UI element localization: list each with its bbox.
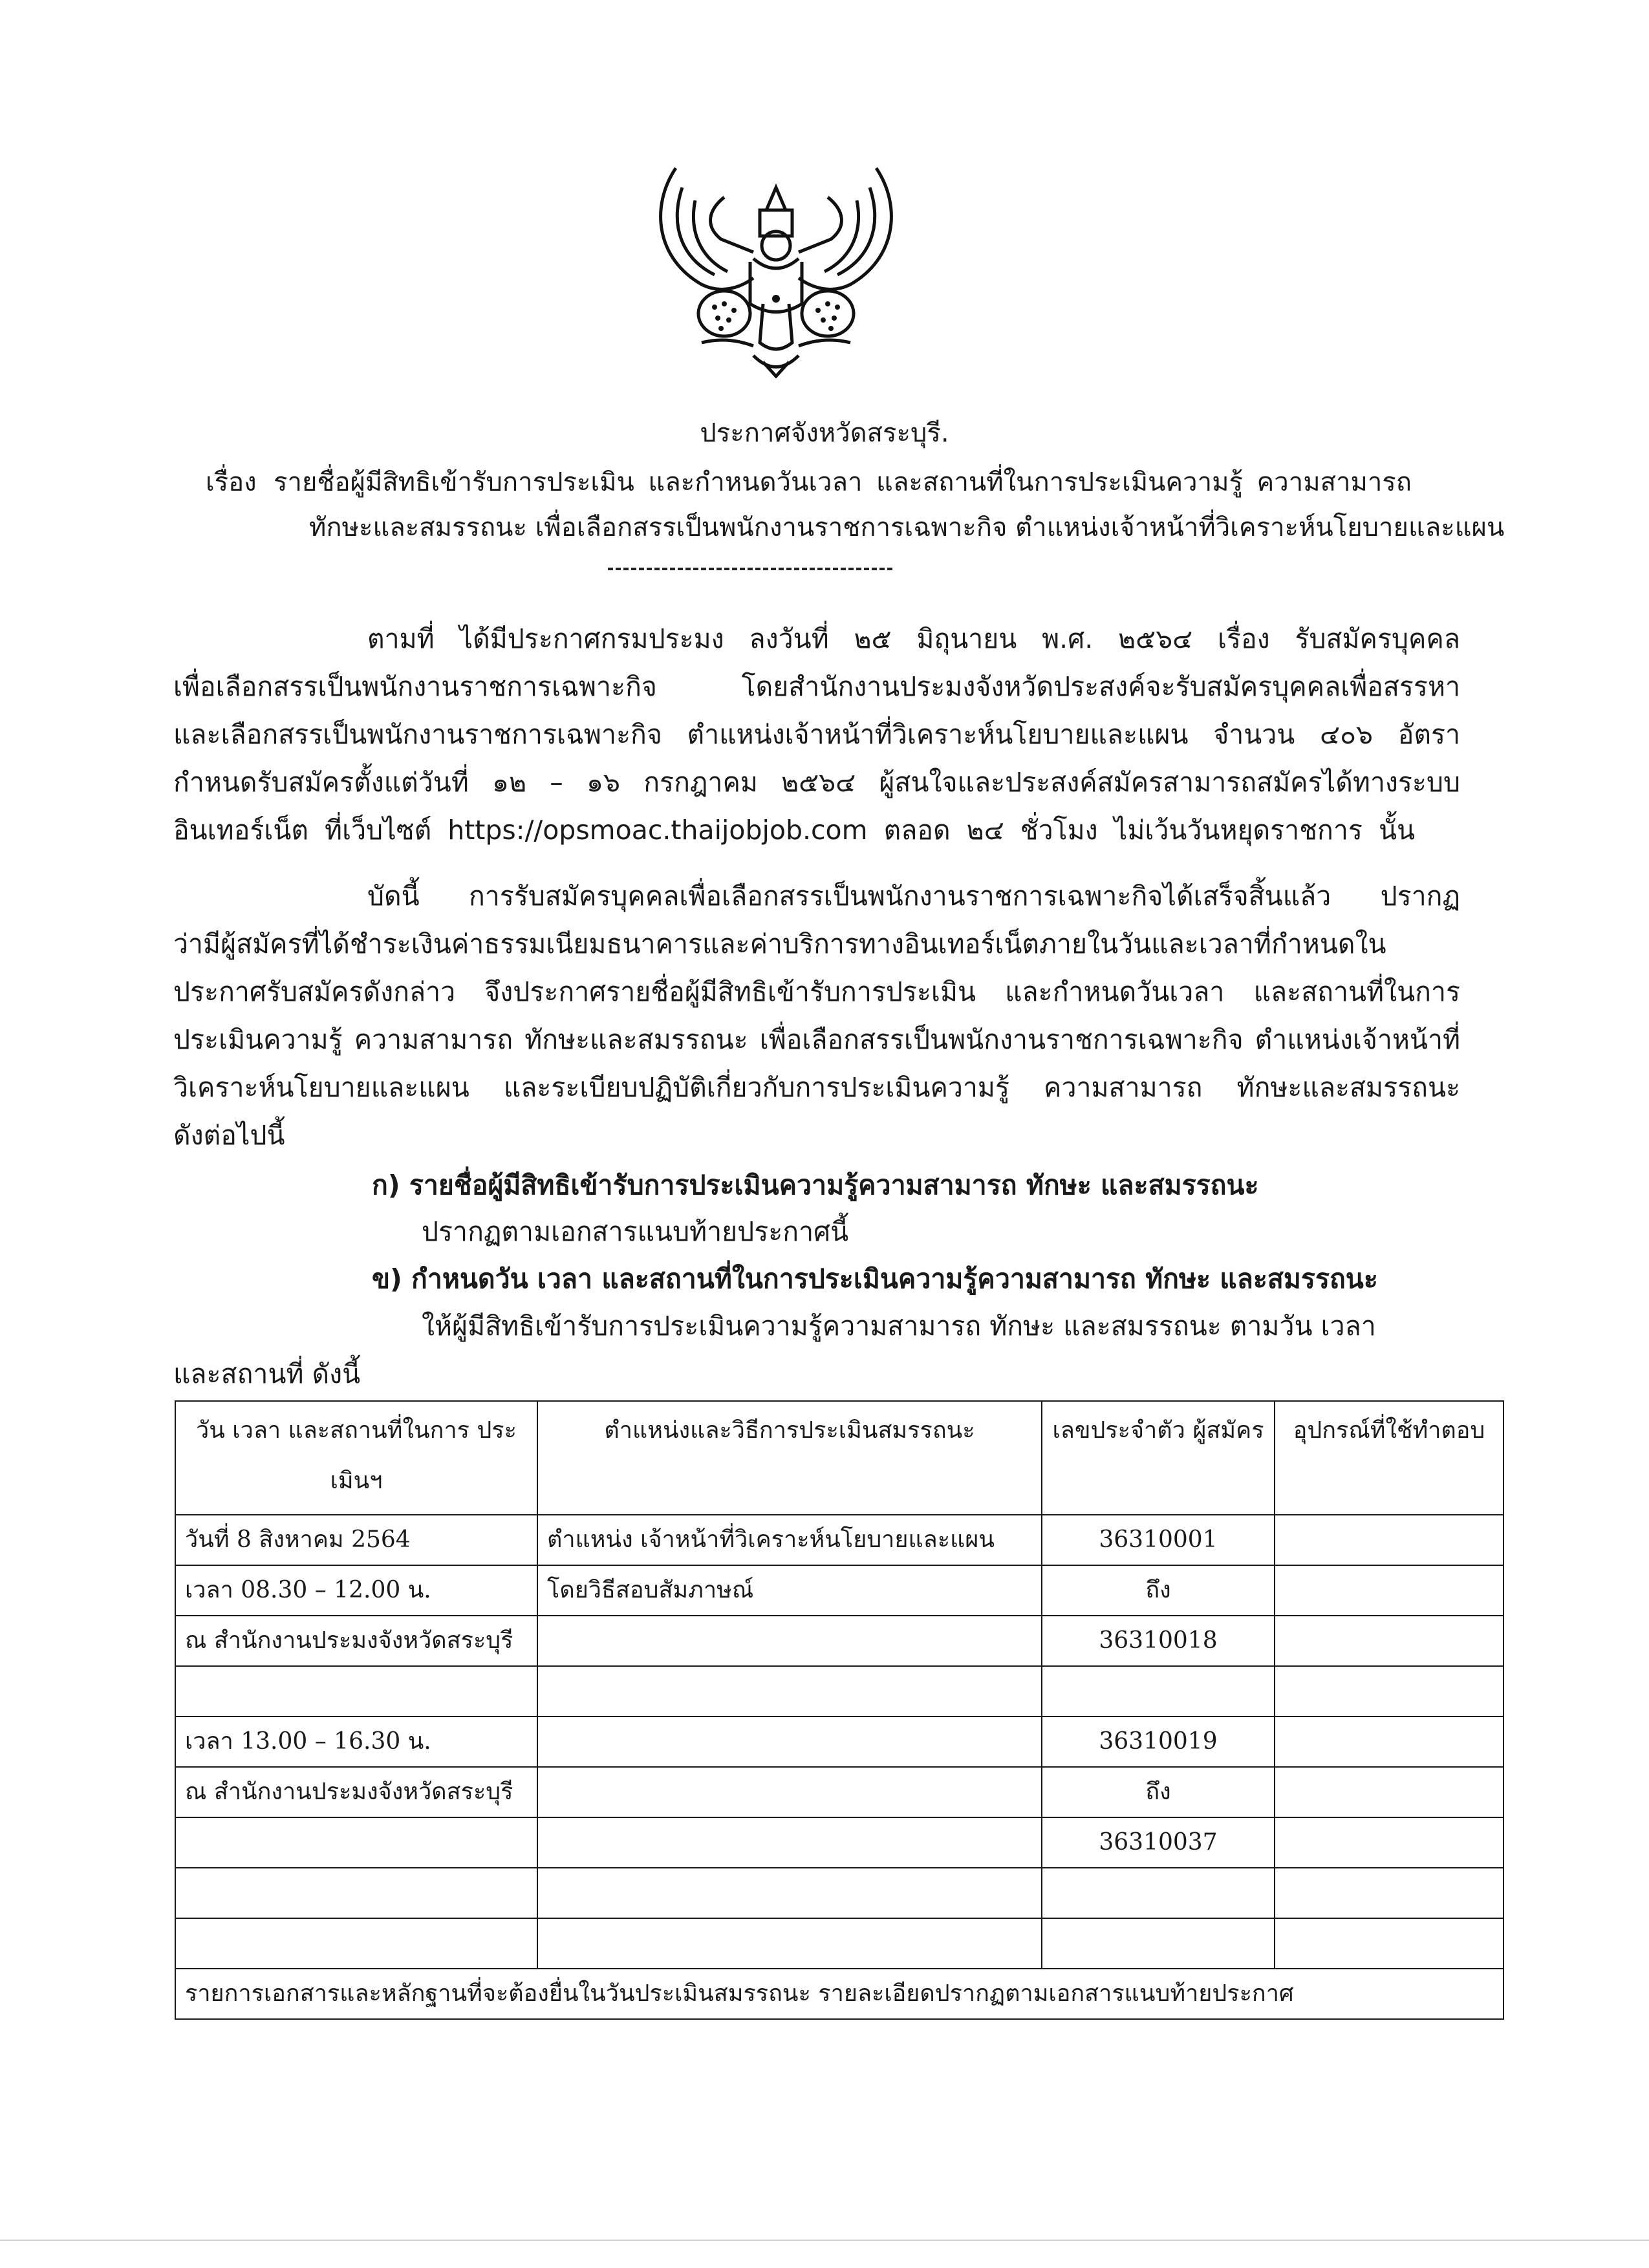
cell-position: โดยวิธีสอบสัมภาษณ์: [537, 1565, 1042, 1616]
cell-equipment: [1275, 1515, 1503, 1565]
header-position-method: ตำแหน่งและวิธีการประเมินสมรรถนะ: [537, 1401, 1042, 1515]
cell-date: [175, 1666, 537, 1717]
table-footer-row: [175, 1969, 1503, 2019]
cell-date: ณ สำนักงานประมงจังหวัดสระบุรี: [175, 1616, 537, 1666]
cell-position: [537, 1767, 1042, 1817]
subject-line-1: รายชื่อผู้มีสิทธิเข้ารับการประเมิน และกำหนดวันเวลา และสถานที่ในการประเมินความรู้ ความสามารถ: [274, 467, 1412, 497]
cell-position: [537, 1616, 1042, 1666]
header-equipment: อุปกรณ์ที่ใช้ทำตอบ: [1275, 1401, 1503, 1515]
paragraph-1-line: กำหนดรับสมัครตั้งแต่วันที่ ๑๒ – ๑๖ กรกฎาคม ๒๕๖๔ ผู้สนใจและประสงค์สมัครสามารถสมัครได้ทางระบบ: [173, 767, 1460, 798]
table-header-row: [175, 1401, 1503, 1515]
cell-applicant-id: ถึง: [1042, 1767, 1275, 1817]
item-b-body-line-1: ให้ผู้มีสิทธิเข้ารับการประเมินความรู้ความสามารถ ทักษะ และสมรรถนะ ตามวัน เวลา: [422, 1311, 1376, 1342]
cell-position: [537, 1918, 1042, 1969]
table-row: [175, 1918, 1503, 1969]
schedule-table: [175, 1400, 1504, 2020]
paragraph-2-line: ประเมินความรู้ ความสามารถ ทักษะและสมรรถนะ เพื่อเลือกสรรเป็นพนักงานราชการเฉพาะกิจ ตำแหน่งเจ้าหน้าที่: [173, 1024, 1460, 1055]
paragraph-2-line: บัดนี้ การรับสมัครบุคคลเพื่อเลือกสรรเป็นพนักงานราชการเฉพาะกิจได้เสร็จสิ้นแล้ว ปรากฏ: [367, 881, 1460, 912]
title-separator: [608, 568, 892, 570]
table-row: [175, 1868, 1503, 1918]
cell-applicant-id: 36310037: [1042, 1817, 1275, 1868]
paragraph-1-line: และเลือกสรรเป็นพนักงานราชการเฉพาะกิจ ตำแหน่งเจ้าหน้าที่วิเคราะห์นโยบายและแผน จำนวน ๔๐๖ อัตรา: [173, 719, 1460, 750]
paragraph-1-line: อินเทอร์เน็ต ที่เว็บไซต์ https://opsmoac.thaijobjob.com ตลอด ๒๔ ชั่วโมง ไม่เว้นวันหยุดราชการ นั้น: [173, 815, 1415, 846]
cell-equipment: [1275, 1717, 1503, 1767]
subject-label: เรื่อง: [206, 467, 257, 497]
paragraph-2-line: ประกาศรับสมัครดังกล่าว จึงประกาศรายชื่อผู้มีสิทธิเข้ารับการประเมิน และกำหนดวันเวลา และสถานที่ในการ: [173, 976, 1460, 1007]
table-row: [175, 1817, 1503, 1868]
paragraph-1-line: เพื่อเลือกสรรเป็นพนักงานราชการเฉพาะกิจ โดยสำนักงานประมงจังหวัดประสงค์จะรับสมัครบุคคลเพื่อสรรหา: [173, 671, 1460, 702]
garuda-emblem-icon: [643, 149, 909, 378]
paragraph-2-line: ว่ามีผู้สมัครที่ได้ชำระเงินค่าธรรมเนียมธนาคารและค่าบริการทางอินเทอร์เน็ตภายในวันและเวลาที่กำหนดใน: [173, 928, 1386, 959]
table-row: [175, 1565, 1503, 1616]
cell-date: [175, 1918, 537, 1969]
cell-position: [537, 1666, 1042, 1717]
table-row: [175, 1515, 1503, 1565]
item-a-heading: ก) รายชื่อผู้มีสิทธิเข้ารับการประเมินความรู้ความสามารถ ทักษะ และสมรรถนะ: [372, 1170, 1259, 1201]
cell-equipment: [1275, 1918, 1503, 1969]
item-b-body-line-2: และสถานที่ ดังนี้: [173, 1358, 361, 1389]
cell-date: ณ สำนักงานประมงจังหวัดสระบุรี: [175, 1767, 537, 1817]
cell-applicant-id: 36310001: [1042, 1515, 1275, 1565]
paragraph-2-line: ดังต่อไปนี้: [173, 1120, 285, 1151]
cell-date: เวลา 08.30 – 12.00 น.: [175, 1565, 537, 1616]
table-row: [175, 1666, 1503, 1717]
cell-position: ตำแหน่ง เจ้าหน้าที่วิเคราะห์นโยบายและแผน: [537, 1515, 1042, 1565]
cell-equipment: [1275, 1616, 1503, 1666]
cell-date: เวลา 13.00 – 16.30 น.: [175, 1717, 537, 1767]
subject-line-2: ทักษะและสมรรถนะ เพื่อเลือกสรรเป็นพนักงานราชการเฉพาะกิจ ตำแหน่งเจ้าหน้าที่วิเคราะห์นโยบายและแผน: [309, 513, 1505, 542]
cell-date: [175, 1817, 537, 1868]
cell-equipment: [1275, 1868, 1503, 1918]
cell-applicant-id: [1042, 1868, 1275, 1918]
cell-position: [537, 1817, 1042, 1868]
cell-applicant-id: 36310018: [1042, 1616, 1275, 1666]
cell-equipment: [1275, 1767, 1503, 1817]
cell-equipment: [1275, 1666, 1503, 1717]
paragraph-2-line: วิเคราะห์นโยบายและแผน และระเบียบปฏิบัติเกี่ยวกับการประเมินความรู้ ความสามารถ ทักษะและสมรรถนะ: [173, 1072, 1460, 1103]
announcement-title: ประกาศจังหวัดสระบุรี.: [700, 418, 949, 448]
cell-applicant-id: [1042, 1666, 1275, 1717]
cell-applicant-id: ถึง: [1042, 1565, 1275, 1616]
cell-equipment: [1275, 1817, 1503, 1868]
cell-applicant-id: [1042, 1918, 1275, 1969]
scan-edge-line: [0, 2240, 1649, 2241]
cell-position: [537, 1868, 1042, 1918]
cell-date: วันที่ 8 สิงหาคม 2564: [175, 1515, 537, 1565]
cell-position: [537, 1717, 1042, 1767]
cell-date: [175, 1868, 537, 1918]
header-date-time-place: วัน เวลา และสถานที่ในการ ประเมินฯ: [175, 1401, 537, 1515]
cell-applicant-id: 36310019: [1042, 1717, 1275, 1767]
paragraph-1-line: ตามที่ ได้มีประกาศกรมประมง ลงวันที่ ๒๕ มิถุนายน พ.ศ. ๒๕๖๔ เรื่อง รับสมัครบุคคล: [367, 623, 1460, 654]
header-applicant-id: เลขประจำตัว ผู้สมัคร: [1042, 1401, 1275, 1515]
table-row: [175, 1767, 1503, 1817]
table-row: [175, 1616, 1503, 1666]
item-a-body: ปรากฏตามเอกสารแนบท้ายประกาศนี้: [422, 1216, 849, 1247]
item-b-heading: ข) กำหนดวัน เวลา และสถานที่ในการประเมินความรู้ความสามารถ ทักษะ และสมรรถนะ: [372, 1263, 1378, 1294]
table-row: [175, 1717, 1503, 1767]
cell-equipment: [1275, 1565, 1503, 1616]
documents-note: รายการเอกสารและหลักฐานที่จะต้องยื่นในวันประเมินสมรรถนะ รายละเอียดปรากฏตามเอกสารแนบท้ายประกาศ: [175, 1969, 1503, 2019]
